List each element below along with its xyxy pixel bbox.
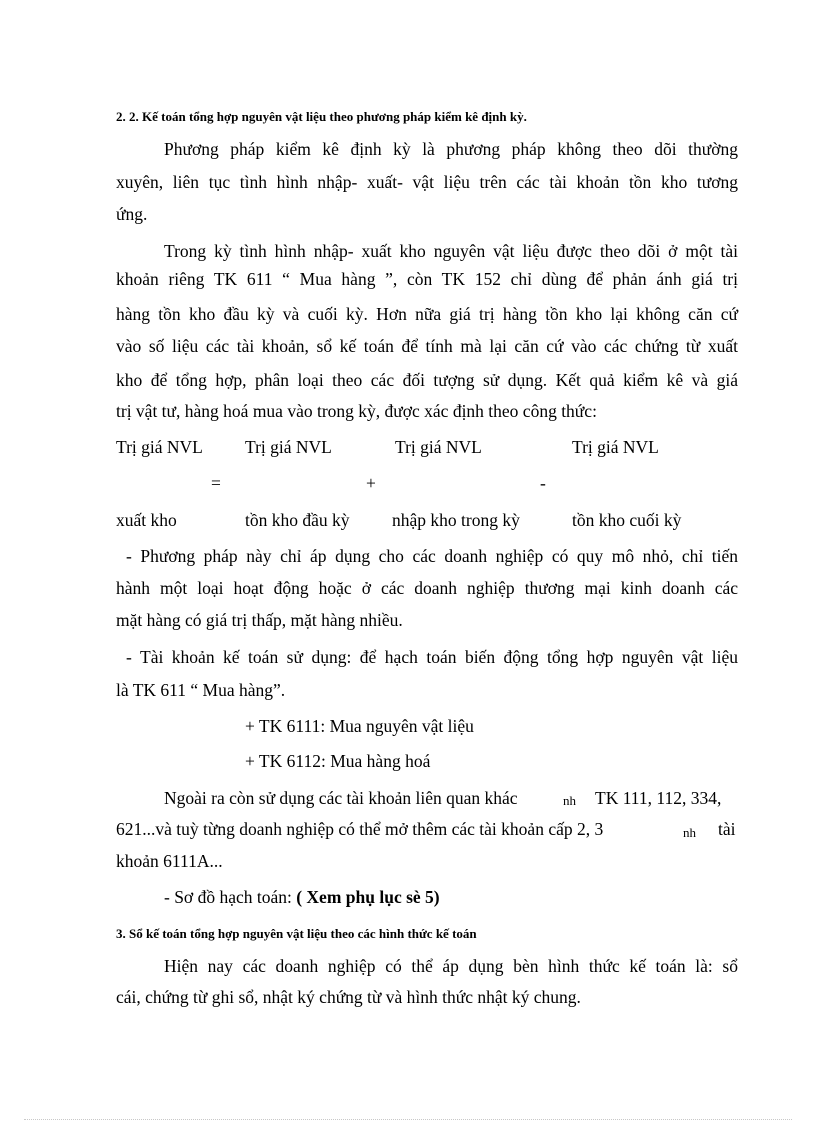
formula-term-4-bottom: tồn kho cuối kỳ (572, 510, 682, 530)
para5-line1-end: TK 111, 112, 334, (595, 788, 722, 808)
para1-line3: ứng. (116, 204, 148, 224)
para2-line5: kho để tổng hợp, phân loại theo các đối tượng sử dụng. Kết quả kiểm kê và giá (116, 370, 738, 390)
formula-term-1-bottom: xuất kho (116, 510, 177, 530)
diagram-reference-prefix: - Sơ đồ hạch toán: (164, 887, 297, 907)
para5-line3: khoản 6111A... (116, 851, 223, 871)
para3-line1: - Phương pháp này chỉ áp dụng cho các doanh nghiệp có quy mô nhỏ, chỉ tiến (126, 546, 738, 566)
formula-term-4-top: Trị giá NVL (572, 437, 659, 457)
appendix-link: ( Xem phụ lục sè 5) (296, 887, 440, 907)
para2-line3: hàng tồn kho đầu kỳ và cuối kỳ. Hơn nữa giá trị hàng tồn kho lại không căn cứ (116, 304, 738, 324)
formula-term-3-bottom: nhập kho trong kỳ (392, 510, 520, 530)
para2-line2: khoản riêng TK 611 “ Mua hàng ”, còn TK 152 chỉ dùng để phản ánh giá trị (116, 269, 738, 289)
diagram-reference (164, 886, 440, 908)
para6-line1: Hiện nay các doanh nghiệp có thể áp dụng bèn hình thức kế toán là: sổ (164, 956, 738, 976)
para1-line2: xuyên, liên tục tình hình nhập- xuất- vật liệu trên các tài khoản tồn kho tương (116, 172, 738, 192)
account-6111: + TK 6111: Mua nguyên vật liệu (245, 716, 474, 736)
para4-line2: là TK 611 “ Mua hàng”. (116, 680, 286, 700)
account-6112: + TK 6112: Mua hàng hoá (245, 751, 431, 771)
para1-line1: Phương pháp kiểm kê định kỳ là phương pháp không theo dõi thường (164, 139, 738, 159)
para5-line2-abbrev: nh (683, 825, 696, 840)
page-bottom-divider (24, 1119, 792, 1120)
para5-line1-start: Ngoài ra còn sử dụng các tài khoản liên quan khác (164, 788, 518, 808)
formula-term-3-top: Trị giá NVL (395, 437, 482, 457)
para5-line2-end: tài (718, 819, 736, 839)
para5-line2-start: 621...và tuỳ từng doanh nghiệp có thể mở thêm các tài khoản cấp 2, 3 (116, 819, 604, 839)
para3-line3: mặt hàng có giá trị thấp, mặt hàng nhiều. (116, 610, 403, 630)
formula-term-2-bottom: tồn kho đầu kỳ (245, 510, 350, 530)
para2-line6: trị vật tư, hàng hoá mua vào trong kỳ, được xác định theo công thức: (116, 401, 597, 421)
formula-minus-sign: - (540, 473, 546, 493)
para2-line4: vào số liệu các tài khoản, sổ kế toán để tính mà lại căn cứ vào các chứng từ xuất (116, 336, 738, 356)
formula-term-1-top: Trị giá NVL (116, 437, 203, 457)
section-heading-3: 3. Sổ kế toán tổng hợp nguyên vật liệu theo các hình thức kế toán (116, 926, 477, 941)
para3-line2: hành một loại hoạt động hoặc ở các doanh nghiệp thương mại kinh doanh các (116, 578, 738, 598)
para6-line2: cái, chứng từ ghi sổ, nhật ký chứng từ và hình thức nhật ký chung. (116, 987, 581, 1007)
para2-line1: Trong kỳ tình hình nhập- xuất kho nguyên vật liệu được theo dõi ở một tài (164, 241, 738, 261)
para5-line1-abbrev: nh (563, 793, 576, 808)
para4-line1: - Tài khoản kế toán sử dụng: để hạch toán biến động tổng hợp nguyên vật liệu (126, 647, 738, 667)
formula-equals-sign: = (211, 473, 221, 493)
formula-plus-sign: + (366, 473, 376, 493)
section-heading-2-2: 2. 2. Kế toán tổng hợp nguyên vật liệu theo phương pháp kiểm kê định kỳ. (116, 109, 527, 124)
formula-term-2-top: Trị giá NVL (245, 437, 332, 457)
